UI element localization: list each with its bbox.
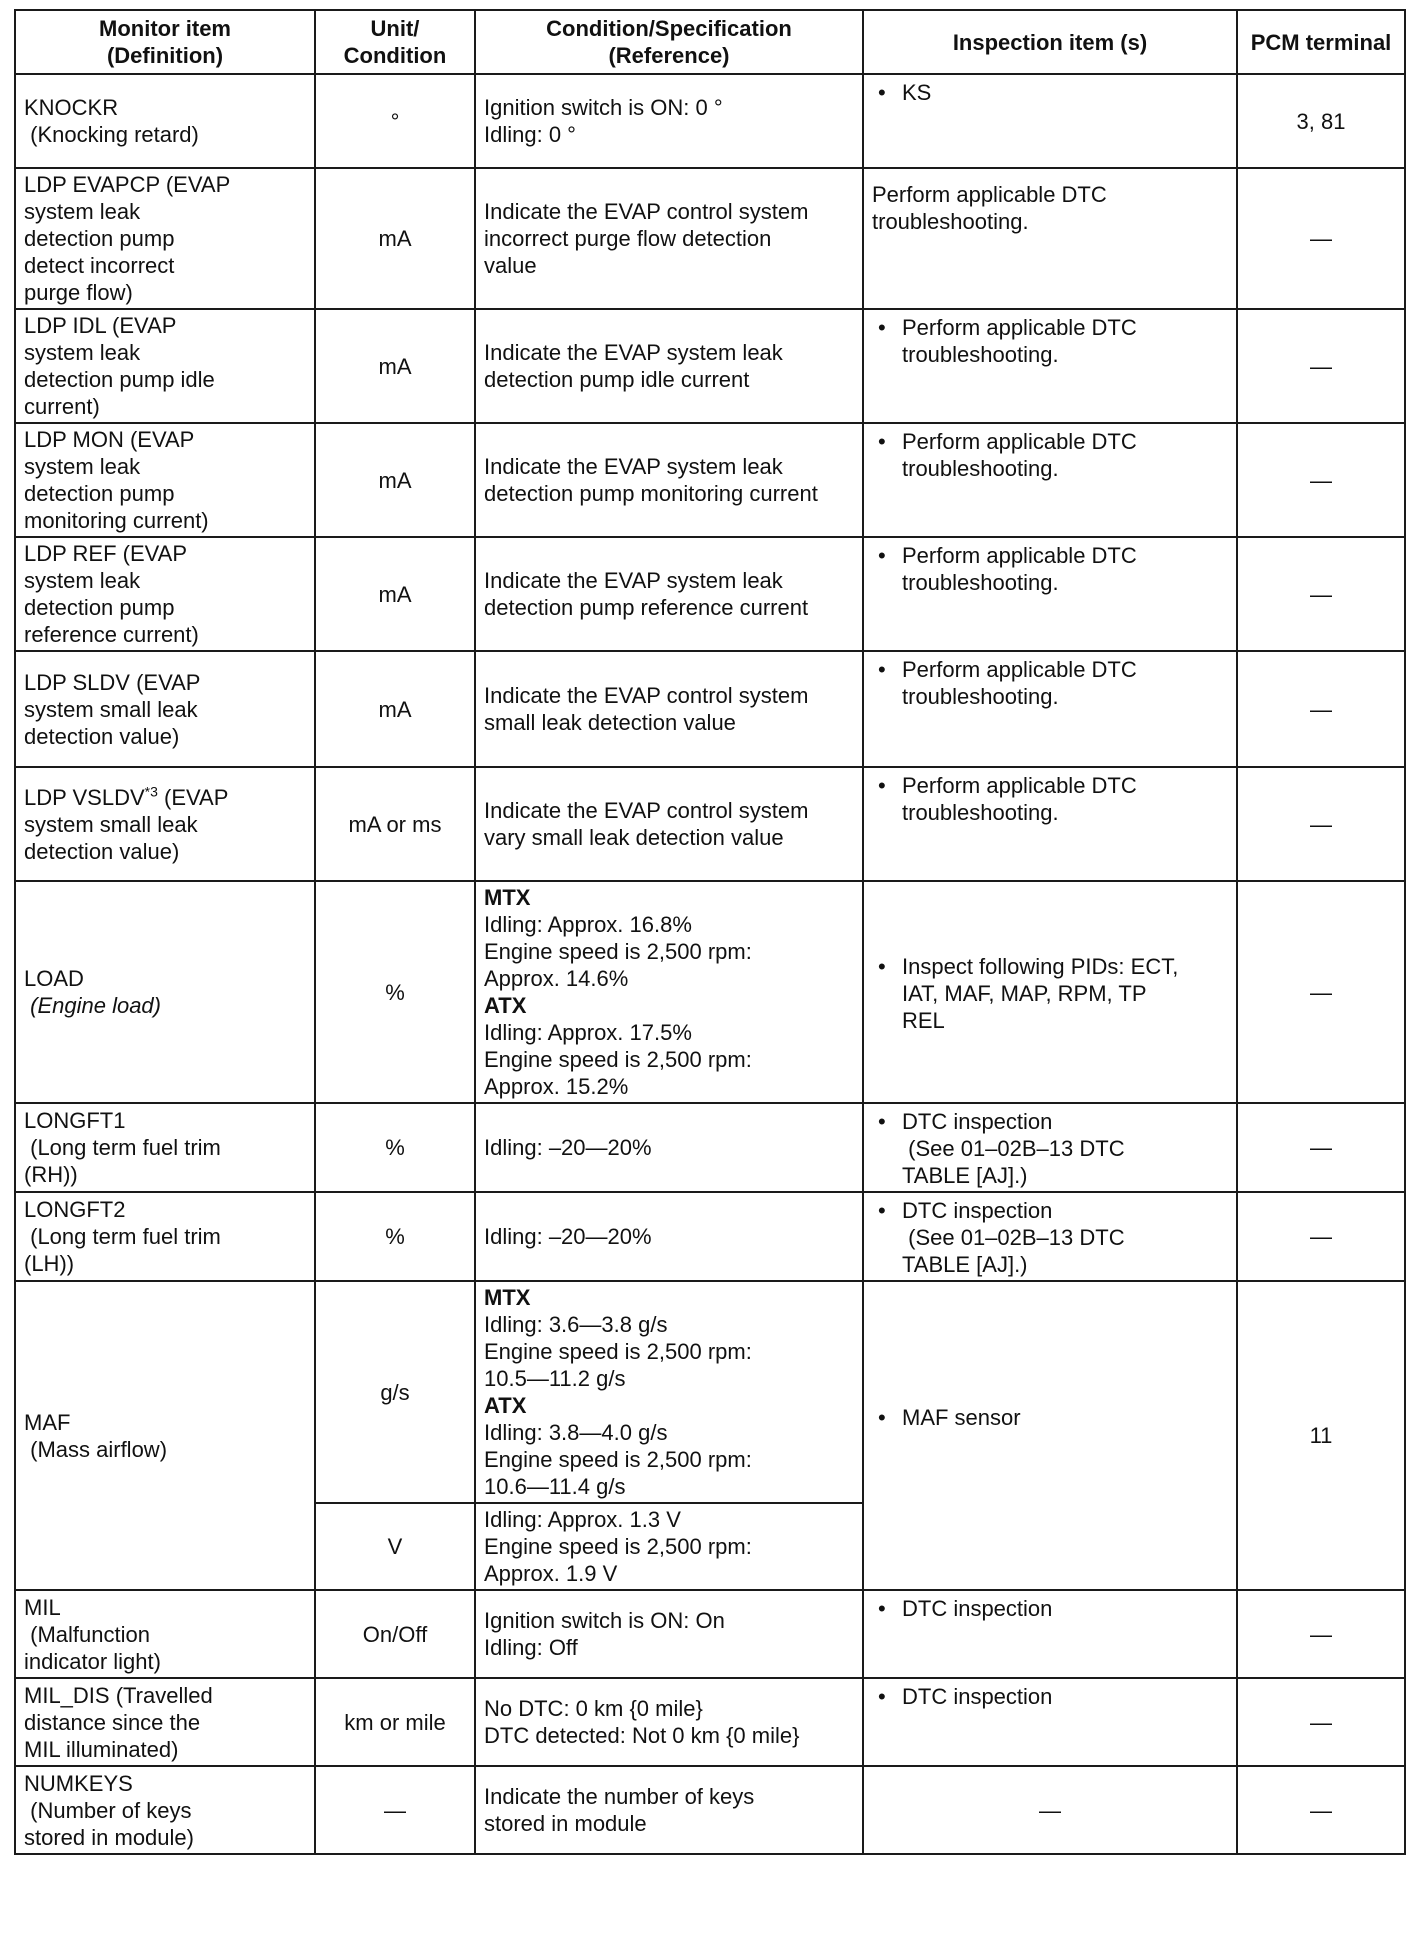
table-row-ldp-ref <box>15 537 1405 651</box>
monitor-item-text: LOAD <box>24 966 84 991</box>
pcm-terminal-text: — <box>1310 353 1332 379</box>
cell-unit <box>315 881 475 1103</box>
unit-text: ° <box>390 108 400 134</box>
cell-condition <box>475 881 863 1103</box>
cell-monitor-item <box>15 1192 315 1281</box>
cell-monitor-item <box>15 1590 315 1678</box>
cell-pcm-terminal <box>1237 1103 1405 1192</box>
monitor-item-text: LDP REF (EVAP system leak detection pump reference current) <box>24 541 199 647</box>
condition-text: No DTC: 0 km {0 mile} DTC detected: Not 0 km {0 mile} <box>484 1696 800 1748</box>
bullet-icon: • <box>878 1109 886 1134</box>
condition-text: Indicate the EVAP control system vary small leak detection value <box>484 798 809 850</box>
inspection-text: Perform applicable DTC troubleshooting. <box>872 182 1107 234</box>
pcm-terminal-text: 3, 81 <box>1296 108 1346 134</box>
inspection-text: DTC inspection <box>902 1596 1053 1621</box>
cell-inspection <box>863 881 1237 1103</box>
unit-text: g/s <box>380 1379 410 1405</box>
cell-condition <box>475 309 863 423</box>
cell-unit <box>315 651 475 767</box>
table-row-ldp-idl <box>15 309 1405 423</box>
inspection-text: Perform applicable DTC troubleshooting. <box>902 773 1137 825</box>
cell-condition <box>475 423 863 537</box>
header-unit-label: Unit/ Condition <box>343 16 447 68</box>
atx-label: ATX <box>484 1393 527 1418</box>
pcm-terminal-text: — <box>1310 1224 1332 1249</box>
bullet-icon: • <box>878 1596 886 1621</box>
cell-inspection <box>863 309 1237 423</box>
inspection-text: — <box>1039 1797 1061 1823</box>
cell-monitor-item <box>15 1678 315 1766</box>
unit-text: % <box>385 1135 405 1160</box>
header-monitor-item <box>15 10 315 74</box>
cell-unit <box>315 1503 475 1590</box>
table-row-longft1 <box>15 1103 1405 1192</box>
inspection-text: KS <box>902 80 932 105</box>
pcm-terminal-text: — <box>1310 1709 1332 1735</box>
cell-condition <box>475 168 863 309</box>
monitor-item-table <box>14 9 1406 1855</box>
cell-unit <box>315 537 475 651</box>
cell-inspection <box>863 74 1237 168</box>
cell-unit <box>315 1590 475 1678</box>
cell-condition <box>475 74 863 168</box>
unit-text: mA <box>378 467 412 493</box>
header-condition-label: Condition/Specification (Reference) <box>546 16 792 68</box>
table-row-ldp-evapcp <box>15 168 1405 309</box>
table-row-ldp-vsldv <box>15 767 1405 881</box>
header-inspection <box>863 10 1237 74</box>
cell-inspection <box>863 767 1237 881</box>
cell-inspection <box>863 423 1237 537</box>
cell-unit <box>315 1766 475 1854</box>
cell-unit <box>315 1678 475 1766</box>
cell-monitor-item <box>15 74 315 168</box>
unit-text: km or mile <box>344 1709 446 1735</box>
cell-inspection <box>863 651 1237 767</box>
cell-pcm-terminal <box>1237 767 1405 881</box>
table-row-load <box>15 881 1405 1103</box>
monitor-item-table-sheet <box>14 9 1404 1855</box>
header-pcm-terminal <box>1237 10 1405 74</box>
inspection-text: Perform applicable DTC troubleshooting. <box>902 429 1137 481</box>
pcm-terminal-text: — <box>1310 811 1332 837</box>
cell-unit <box>315 1281 475 1503</box>
condition-text: Idling: –20—20% <box>484 1224 652 1249</box>
cell-unit <box>315 1192 475 1281</box>
monitor-item-text: LDP IDL (EVAP system leak detection pump idle current) <box>24 313 215 419</box>
unit-text: mA <box>378 353 412 379</box>
cell-pcm-terminal <box>1237 1678 1405 1766</box>
header-pcm-terminal-label: PCM terminal <box>1250 29 1392 55</box>
cell-monitor-item <box>15 767 315 881</box>
cell-pcm-terminal <box>1237 651 1405 767</box>
monitor-item-definition: (Engine load) <box>24 993 161 1018</box>
monitor-item-code: LDP VSLDV <box>24 784 145 810</box>
unit-text: On/Off <box>362 1621 428 1647</box>
condition-text: Indicate the EVAP system leak detection pump reference current <box>484 568 809 620</box>
monitor-item-text: LDP MON (EVAP system leak detection pump monitoring current) <box>24 427 209 533</box>
cell-pcm-terminal <box>1237 74 1405 168</box>
cell-pcm-terminal <box>1237 1192 1405 1281</box>
monitor-item-text: LONGFT1 (Long term fuel trim (RH)) <box>24 1108 221 1187</box>
condition-text: Idling: –20—20% <box>484 1135 652 1160</box>
bullet-icon: • <box>878 80 886 105</box>
cell-condition <box>475 537 863 651</box>
unit-text: V <box>387 1534 403 1559</box>
inspection-text: Perform applicable DTC troubleshooting. <box>902 657 1137 709</box>
unit-text: % <box>385 979 405 1005</box>
cell-monitor-item <box>15 423 315 537</box>
cell-inspection <box>863 1678 1237 1766</box>
table-row-numkeys <box>15 1766 1405 1854</box>
monitor-item-text: LDP SLDV (EVAP system small leak detection value) <box>24 669 201 749</box>
inspection-text: Perform applicable DTC troubleshooting. <box>902 543 1137 595</box>
condition-text: Indicate the number of keys stored in module <box>484 1784 755 1836</box>
bullet-icon: • <box>878 315 886 340</box>
monitor-item-text: MAF (Mass airflow) <box>24 1409 168 1462</box>
pcm-terminal-text: — <box>1310 581 1332 607</box>
cell-condition <box>475 1766 863 1854</box>
cell-unit <box>315 767 475 881</box>
condition-text: Ignition switch is ON: 0 ° Idling: 0 ° <box>484 95 723 147</box>
unit-text: mA <box>378 581 412 607</box>
bullet-icon: • <box>878 1684 886 1709</box>
inspection-text: DTC inspection (See 01–02B–13 DTC TABLE [AJ].) <box>902 1198 1125 1277</box>
condition-text: Indicate the EVAP control system small leak detection value <box>484 683 809 735</box>
monitor-item-text: MIL_DIS (Travelled distance since the MIL illuminated) <box>24 1682 213 1762</box>
inspection-text: Perform applicable DTC troubleshooting. <box>902 315 1137 367</box>
cell-condition <box>475 1678 863 1766</box>
table-row-ldp-sldv <box>15 651 1405 767</box>
pcm-terminal-text: — <box>1310 979 1332 1005</box>
table-row-maf <box>15 1281 1405 1503</box>
cell-inspection <box>863 1590 1237 1678</box>
cell-inspection <box>863 1103 1237 1192</box>
bullet-icon: • <box>878 953 886 979</box>
header-monitor-item-label: Monitor item (Definition) <box>99 16 231 68</box>
cell-unit <box>315 309 475 423</box>
cell-condition <box>475 1503 863 1590</box>
pcm-terminal-text: — <box>1310 467 1332 493</box>
cell-pcm-terminal <box>1237 1590 1405 1678</box>
cell-monitor-item <box>15 1103 315 1192</box>
cell-monitor-item <box>15 881 315 1103</box>
condition-text: Idling: 3.6—3.8 g/s Engine speed is 2,500 rpm: 10.5—11.2 g/s <box>484 1312 752 1391</box>
table-row-mil-dis <box>15 1678 1405 1766</box>
pcm-terminal-text: — <box>1310 226 1332 251</box>
pcm-terminal-text: — <box>1310 1135 1332 1160</box>
cell-pcm-terminal <box>1237 1281 1405 1590</box>
unit-text: mA or ms <box>348 811 442 837</box>
inspection-text: Inspect following PIDs: ECT, IAT, MAF, MAP, RPM, TP REL <box>902 953 1179 1033</box>
unit-text: mA <box>378 226 412 251</box>
unit-text: % <box>385 1224 405 1249</box>
bullet-icon: • <box>878 429 886 454</box>
pcm-terminal-text: — <box>1310 1797 1332 1823</box>
header-condition <box>475 10 863 74</box>
cell-pcm-terminal <box>1237 168 1405 309</box>
cell-unit <box>315 1103 475 1192</box>
mtx-label: MTX <box>484 885 531 910</box>
cell-condition <box>475 1103 863 1192</box>
cell-unit <box>315 423 475 537</box>
cell-inspection <box>863 168 1237 309</box>
bullet-icon: • <box>878 773 886 798</box>
condition-text: Idling: Approx. 16.8% Engine speed is 2,500 rpm: Approx. 14.6% <box>484 912 752 991</box>
cell-pcm-terminal <box>1237 537 1405 651</box>
table-row-knockr <box>15 74 1405 168</box>
cell-inspection <box>863 1766 1237 1854</box>
cell-condition <box>475 1590 863 1678</box>
monitor-item-text <box>24 784 306 865</box>
condition-text: Indicate the EVAP system leak detection pump idle current <box>484 340 783 392</box>
condition-text: Idling: Approx. 17.5% Engine speed is 2,500 rpm: Approx. 15.2% <box>484 1020 752 1099</box>
condition-text: Indicate the EVAP control system incorrect purge flow detection value <box>484 199 809 278</box>
header-row <box>15 10 1405 74</box>
header-unit <box>315 10 475 74</box>
cell-inspection <box>863 537 1237 651</box>
monitor-item-text: MIL (Malfunction indicator light) <box>24 1594 161 1674</box>
bullet-icon: • <box>878 543 886 568</box>
unit-text: — <box>384 1797 406 1823</box>
bullet-icon: • <box>878 1198 886 1223</box>
cell-pcm-terminal <box>1237 309 1405 423</box>
pcm-terminal-text: — <box>1310 696 1332 722</box>
bullet-icon: • <box>878 657 886 682</box>
cell-condition <box>475 651 863 767</box>
inspection-text: MAF sensor <box>902 1405 1021 1430</box>
monitor-item-text: LONGFT2 (Long term fuel trim (LH)) <box>24 1197 221 1276</box>
header-inspection-label: Inspection item (s) <box>952 29 1148 55</box>
monitor-item-text: LDP EVAPCP (EVAP system leak detection pump detect incorrect purge flow) <box>24 172 231 305</box>
cell-monitor-item <box>15 1281 315 1590</box>
cell-monitor-item <box>15 1766 315 1854</box>
cell-condition <box>475 1281 863 1503</box>
cell-condition <box>475 1192 863 1281</box>
unit-text: mA <box>378 696 412 722</box>
mtx-label: MTX <box>484 1285 531 1310</box>
cell-pcm-terminal <box>1237 881 1405 1103</box>
cell-pcm-terminal <box>1237 423 1405 537</box>
cell-unit <box>315 168 475 309</box>
inspection-text: DTC inspection <box>902 1684 1053 1709</box>
atx-label: ATX <box>484 993 527 1018</box>
bullet-icon: • <box>878 1405 886 1430</box>
cell-condition <box>475 767 863 881</box>
condition-text: Idling: 3.8—4.0 g/s Engine speed is 2,500 rpm: 10.6—11.4 g/s <box>484 1420 752 1499</box>
pcm-terminal-text: 11 <box>1309 1423 1333 1448</box>
condition-text: Indicate the EVAP system leak detection pump monitoring current <box>484 454 818 506</box>
inspection-text: DTC inspection (See 01–02B–13 DTC TABLE [AJ].) <box>902 1109 1125 1188</box>
cell-inspection <box>863 1192 1237 1281</box>
cell-inspection <box>863 1281 1237 1590</box>
cell-monitor-item <box>15 168 315 309</box>
cell-monitor-item <box>15 651 315 767</box>
condition-text: Idling: Approx. 1.3 V Engine speed is 2,500 rpm: Approx. 1.9 V <box>484 1507 752 1586</box>
monitor-item-text: NUMKEYS (Number of keys stored in module) <box>24 1770 194 1850</box>
monitor-item-definition: (EVAP system small leak detection value) <box>24 784 229 864</box>
cell-monitor-item <box>15 537 315 651</box>
table-row-mil <box>15 1590 1405 1678</box>
table-row-ldp-mon <box>15 423 1405 537</box>
pcm-terminal-text: — <box>1310 1621 1332 1647</box>
condition-text: Ignition switch is ON: On Idling: Off <box>484 1608 725 1660</box>
table-row-longft2 <box>15 1192 1405 1281</box>
cell-pcm-terminal <box>1237 1766 1405 1854</box>
footnote-marker: *3 <box>144 783 158 800</box>
cell-monitor-item <box>15 309 315 423</box>
cell-unit <box>315 74 475 168</box>
monitor-item-text: KNOCKR (Knocking retard) <box>24 95 199 147</box>
